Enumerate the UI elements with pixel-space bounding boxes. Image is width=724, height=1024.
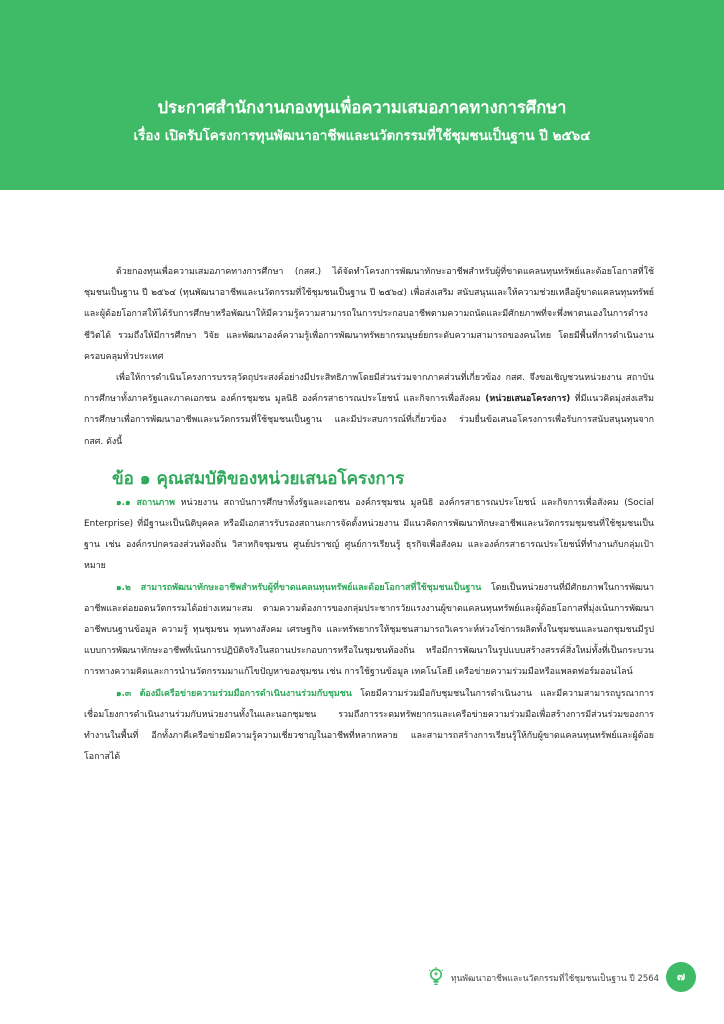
lightbulb-icon: [428, 967, 444, 987]
qualification-label: ๑.๑ สถานภาพ: [116, 497, 176, 508]
qualification-item: [84, 493, 654, 578]
qualification-text: โดยเป็นหน่วยงานที่มีศักยภาพในการพัฒนาอาชีพและต่อยอดนวัตกรรมได้อย่างเหมาะสม ตามความต้องการของกลุ่มประชากรวัยแรงงานผู้ขาดแคลนทุนทรัพย์และผู้ด้อยโอกาสที่มุ่งเน้นการพัฒนาอาชีพบนฐานข้อมูล ความรู้ ทุนชุมชน ทุนทางสังคม เศรษฐกิจ และทรัพยากรให้ชุมชนสามารถวิเคราะห์ห่วงโซ่การผลิตทั้งในชุมชนและนอกชุมชนมีรูปแบบการพัฒนาทักษะอาชีพที่เน้นการปฏิบัติจริงในสถานประกอบการหรือในชุมชนท้องถิ่น หรือมีการพัฒนาในรูปแบบสร้างสรรค์สิ่งใหม่ทั้งที่เป็นกระบวนการทางความคิดและการนำนวัตกรรมมาแก้ไขปัญหาของชุมชน เช่น การใช้ฐานข้อมูล เทคโนโลยี เครือข่ายความร่วมมือหรือแพลตฟอร์มออนไลน์: [84, 582, 654, 678]
qualification-text: หน่วยงาน สถาบันการศึกษาทั้งรัฐและเอกชน องค์กรชุมชน มูลนิธิ องค์กรสาธารณประโยชน์ และกิจการเพื่อสังคม (Social Enterprise) ที่มีฐานะเป็นนิติบุคคล หรือมีเอกสารรับรองสถานะการจัดตั้งหน่วยงาน มีแนวคิดการพัฒนาทักษะอาชีพและนวัตกรรมชุมชนที่ใช้ชุมชนเป็นฐาน เช่น องค์กรปกครองส่วนท้องถิ่น วิสาหกิจชุมชน ศูนย์ปราชญ์ ศูนย์การเรียนรู้ ธุรกิจเพื่อสังคม และองค์กรสาธารณประโยชน์ที่ทำงานกับกลุ่มเป้าหมาย: [84, 497, 654, 572]
section-heading: ข้อ ๑ คุณสมบัติของหน่วยเสนอโครงการ: [112, 468, 405, 489]
footer-text: ทุนพัฒนาอาชีพและนวัตกรรมที่ใช้ชุมชนเป็นฐาน ปี 2564: [451, 974, 660, 984]
proposer-term: (หน่วยเสนอโครงการ): [485, 394, 571, 405]
intro-paragraph-2: [84, 368, 654, 453]
qualification-item: [84, 578, 654, 684]
qualification-label: ๑.๒ สามารถพัฒนาทักษะอาชีพสำหรับผู้ที่ขาดแคลนทุนทรัพย์และด้อยโอกาสที่ใช้ชุมชนเป็นฐาน: [116, 582, 482, 593]
qualification-label: ๑.๓ ต้องมีเครือข่ายความร่วมมือการดำเนินงานร่วมกับชุมชน: [116, 688, 352, 699]
document-body: [84, 262, 654, 768]
intro-p2-text-end: ที่มีแนวคิดมุ่งส่งเสริมการศึกษาเพื่อการพัฒนาอาชีพและนวัตกรรมที่ใช้ชุมชนเป็นฐาน และมีประสบการณ์ที่เกี่ยวข้อง ร่วมยื่นข้อเสนอโครงการเพื่อรับการสนับสนุนทุนจาก กสศ. ดังนี้: [84, 394, 654, 447]
intro-p2-text: เพื่อให้การดำเนินโครงการบรรลุวัตถุประสงค์อย่างมีประสิทธิภาพโดยมีส่วนร่วมจากภาคส่วนที่เกี่ยวข้อง กสศ. จึงขอเชิญชวนหน่วยงาน สถาบันการศึกษาทั้งภาครัฐและภาคเอกชน องค์กรชุมชน มูลนิธิ องค์กรสาธารณประโยชน์ และกิจการเพื่อสังคม: [84, 373, 654, 405]
page-subtitle: เรื่อง เปิดรับโครงการทุนพัฒนาอาชีพและนวัตกรรมที่ใช้ชุมชนเป็นฐาน ปี ๒๕๖๔: [133, 128, 591, 144]
intro-paragraph-1: ด้วยกองทุนเพื่อความเสมอภาคทางการศึกษา (กสศ.) ได้จัดทำโครงการพัฒนาทักษะอาชีพสำหรับผู้ที่ขาดแคลนทุนทรัพย์และด้อยโอกาสที่ใช้ชุมชนเป็นฐาน ปี ๒๕๖๔ (ทุนพัฒนาอาชีพและนวัตกรรมที่ใช้ชุมชนเป็นฐาน ปี ๒๕๖๔) เพื่อส่งเสริม สนับสนุนและให้ความช่วยเหลือผู้ขาดแคลนทุนทรัพย์และผู้ด้อยโอกาสให้ได้รับการศึกษาหรือพัฒนาให้มีความรู้ความสามารถในการประกอบอาชีพตามความถนัดและมีศักยภาพที่จะพึ่งพาตนเองในการดำรงชีวิตได้ รวมถึงให้มีการศึกษา วิจัย และพัฒนาองค์ความรู้เพื่อการพัฒนาทรัพยากรมนุษย์ยกระดับความสามารถของคนไทย โดยมีพื้นที่การดำเนินงานครอบคลุมทั่วประเทศ: [84, 267, 654, 362]
header-banner: [0, 0, 724, 190]
qualification-text: โดยมีความร่วมมือกับชุมชนในการดำเนินงาน และมีความสามารถบูรณาการเชื่อมโยงการดำเนินงานร่วมกับหน่วยงานทั้งในและนอกชุมชน รวมถึงการระดมทรัพยากรและเครือข่ายความร่วมมือเพื่อสร้างการมีส่วนร่วมของการทำงานในพื้นที่ อีกทั้งภาคีเครือข่ายมีความรู้ความเชี่ยวชาญในอาชีพที่หลากหลาย และสามารถสร้างการเรียนรู้ให้กับผู้ขาดแคลนทุนทรัพย์และผู้ด้อยโอกาสได้: [84, 688, 654, 763]
page-title: ประกาศสำนักงานกองทุนเพื่อความเสมอภาคทางการศึกษา: [157, 98, 567, 117]
page-number: ๗: [666, 962, 696, 992]
qualification-item: [84, 684, 654, 769]
